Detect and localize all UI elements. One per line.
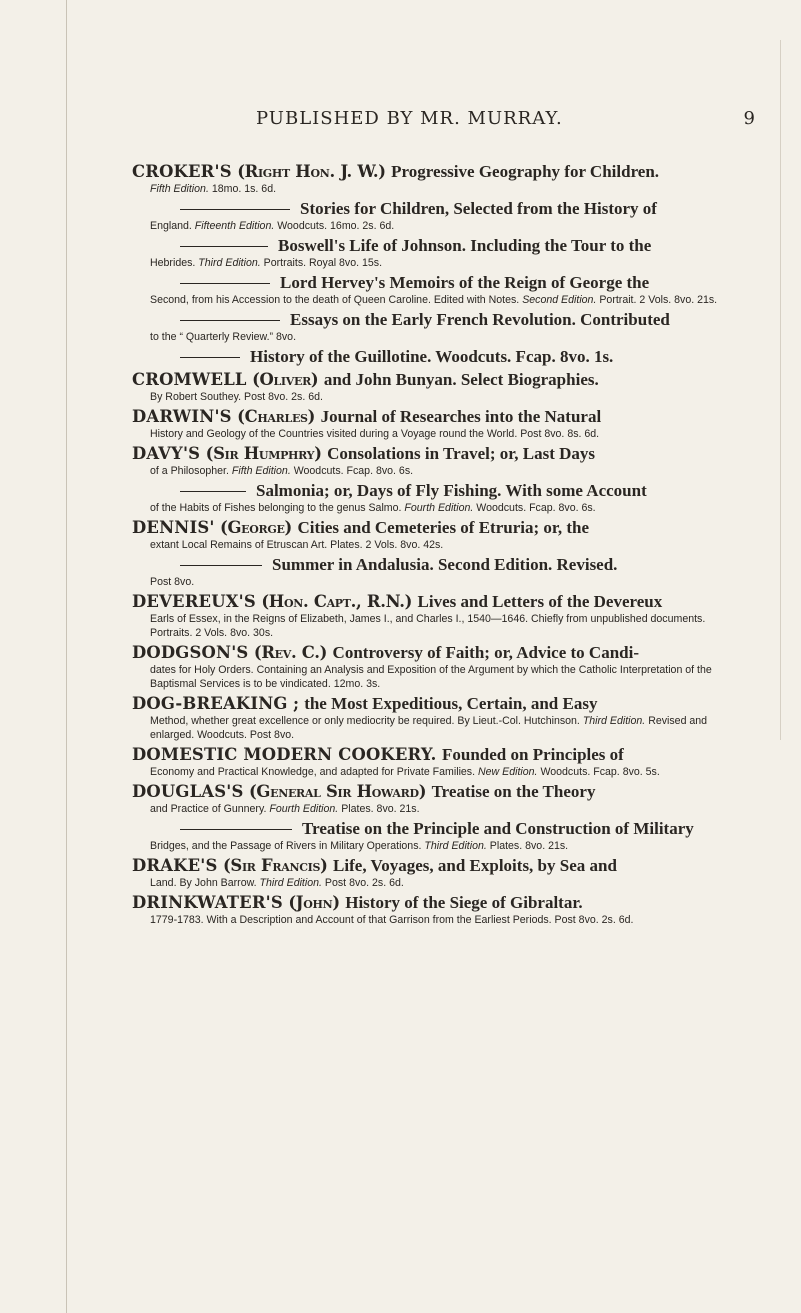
author-surname: DOUGLAS'S [132,782,244,801]
edition-note: New Edition. [478,766,538,778]
edition-note: Fourth Edition. [269,803,339,815]
edition-note: Fourth Edition. [404,502,474,514]
author-forename: (George) [220,518,293,537]
author-forename: (John) [288,893,340,912]
catalogue-entry [132,643,744,691]
author-forename: (Oliver) [252,370,319,389]
details-text: History and Geology of the Countries visited during a Voyage round the World. Post 8vo. 8s. 6d. [150,428,600,440]
entry-heading [132,162,744,182]
entry-heading [132,347,744,367]
catalogue-entry [132,856,744,890]
catalogue-entry [132,236,744,270]
book-title: Journal of Researches into the Natural [320,407,602,426]
entry-details [132,612,744,640]
catalogue-entry [132,745,744,779]
entry-heading [132,555,744,575]
format-price: Woodcuts. Fcap. 8vo. 6s. [476,502,596,514]
book-title: and John Bunyan. Select Biographies. [323,370,599,389]
entry-details [132,182,744,196]
ditto-rule [180,283,270,284]
edition-note: Third Edition. [198,257,261,269]
edition-note: Fifth Edition. [150,183,209,195]
author-surname: CROMWELL [132,370,247,389]
edition-note: Fifteenth Edition. [194,220,275,232]
book-title: Essays on the Early French Revolution. Contributed [290,310,670,329]
entry-heading [132,407,744,427]
author-surname: DARWIN'S [132,407,232,426]
entry-heading [132,643,744,663]
entry-details [132,802,744,816]
edition-note: Second Edition. [522,294,597,306]
format-price: 18mo. 1s. 6d. [211,183,277,195]
author-surname: DENNIS' [132,518,215,537]
ditto-rule [180,209,290,210]
book-title: Summer in Andalusia. Second Edition. Revised. [272,555,618,574]
author-surname: DOMESTIC MODERN COOKERY. [132,745,437,764]
book-title: the Most Expeditious, Certain, and Easy [304,694,598,713]
entry-details [132,714,744,742]
edition-note: Third Edition. [424,840,487,852]
catalogue-entry [132,273,744,307]
details-text: Post 8vo. [150,576,195,588]
book-title: Cities and Cemeteries of Etruria; or, the [297,518,590,537]
details-text: and Practice of Gunnery. [150,803,267,815]
book-title: History of the Siege of Gibraltar. [345,893,583,912]
ditto-rule [180,565,262,566]
catalogue-entry [132,347,744,367]
book-title: Life, Voyages, and Exploits, by Sea and [333,856,617,875]
ditto-rule [180,357,240,358]
running-header [136,108,755,132]
entry-details [132,427,744,441]
entry-heading [132,592,744,612]
catalogue-entry [132,694,744,742]
entry-details [132,390,744,404]
catalogue-entry [132,481,744,515]
details-text: Bridges, and the Passage of Rivers in Military Operations. [150,840,422,852]
author-surname: DEVEREUX'S [132,592,256,611]
book-title: Lord Hervey's Memoirs of the Reign of George the [280,273,650,292]
catalogue-entry [132,819,744,853]
entry-heading [132,518,744,538]
entry-heading [132,694,744,714]
entry-details [132,256,744,270]
author-forename: (Sir Francis) [222,856,328,875]
catalogue-entry [132,893,744,927]
entry-heading [132,893,744,913]
entry-details [132,663,744,691]
edition-note: Third Edition. [259,877,322,889]
entry-heading [132,236,744,256]
book-title: Treatise on the Theory [431,782,596,801]
entry-heading [132,370,744,390]
entry-heading [132,745,744,765]
details-text: Economy and Practical Knowledge, and adapted for Private Families. [150,766,476,778]
format-price: Plates. 8vo. 21s. [489,840,569,852]
details-text: of a Philosopher. [150,465,229,477]
ditto-rule [180,320,280,321]
catalogue-entry [132,518,744,552]
book-title: Consolations in Travel; or, Last Days [327,444,596,463]
format-price: Post 8vo. 2s. 6d. [324,877,404,889]
catalogue-entry [132,310,744,344]
entry-details [132,876,744,890]
entry-details [132,913,744,927]
details-text: of the Habits of Fishes belonging to the genus Salmo. [150,502,402,514]
book-title: Controversy of Faith; or, Advice to Candi- [332,643,640,662]
format-price: Revised and enlarged. Woodcuts. Post 8vo. [150,715,708,741]
page-number: 9 [743,108,755,129]
format-price: Plates. 8vo. 21s. [341,803,420,815]
format-price: Portrait. 2 Vols. 8vo. 21s. [599,294,718,306]
ditto-rule [180,829,292,830]
entry-heading [132,199,744,219]
book-title: Salmonia; or, Days of Fly Fishing. With some Account [256,481,647,500]
entry-heading [132,273,744,293]
catalogue-entry [132,444,744,478]
author-surname: DRINKWATER'S [132,893,283,912]
catalogue-list [132,162,744,930]
entry-details [132,293,744,307]
catalogue-entry [132,782,744,816]
author-forename: (General Sir Howard) [248,782,427,801]
entry-details [132,501,744,515]
edition-note: Fifth Edition. [231,465,291,477]
details-text: England. [150,220,192,232]
entry-heading [132,856,744,876]
catalogue-entry [132,370,744,404]
format-price: Woodcuts. 16mo. 2s. 6d. [277,220,395,232]
catalogue-entry [132,162,744,196]
author-surname: DOG-BREAKING [132,694,288,713]
entry-heading [132,481,744,501]
catalogue-entry [132,199,744,233]
book-title: Lives and Letters of the Devereux [417,592,663,611]
author-forename: (Rev. C.) [253,643,328,662]
page-gutter-line [66,0,67,1313]
page-edge-line [780,40,781,740]
book-title: Boswell's Life of Johnson. Including the Tour to the [278,236,652,255]
catalogue-entry [132,592,744,640]
details-text: Land. By John Barrow. [150,877,257,889]
author-forename: (Hon. Capt., R.N.) [261,592,413,611]
author-forename: (Right Hon. J. W.) [237,162,386,181]
author-forename: ; [293,694,299,713]
author-surname: DRAKE'S [132,856,218,875]
details-text: By Robert Southey. Post 8vo. 2s. 6d. [150,391,323,403]
entry-heading [132,444,744,464]
book-title: Progressive Geography for Children. [391,162,660,181]
format-price: Portraits. Royal 8vo. 15s. [263,257,383,269]
details-text: Method, whether great excellence or only mediocrity be required. By Lieut.-Col. Hutchinson. [150,715,580,727]
book-title: Stories for Children, Selected from the History of [300,199,657,218]
format-price: Woodcuts. Fcap. 8vo. 5s. [540,766,660,778]
author-forename: (Sir Humphry) [205,444,322,463]
entry-details [132,464,744,478]
details-text: Hebrides. [150,257,196,269]
entry-details [132,330,744,344]
entry-details [132,765,744,779]
ditto-rule [180,491,246,492]
entry-details [132,839,744,853]
entry-heading [132,819,744,839]
details-text: to the “ Quarterly Review.” 8vo. [150,331,297,343]
entry-details [132,219,744,233]
details-text: Earls of Essex, in the Reigns of Elizabeth, James I., and Charles I., 1540—1646. Chiefly from unpublished documents. Portraits. 2 Vols. 8vo. 30s. [150,613,706,639]
book-title: Treatise on the Principle and Construction of Military [302,819,694,838]
details-text: 1779-1783. With a Description and Account of that Garrison from the Earliest Periods. Post 8vo. 2s. 6d. [150,914,634,926]
details-text: extant Local Remains of Etruscan Art. Plates. 2 Vols. 8vo. 42s. [150,539,444,551]
book-title: Founded on Principles of [442,745,624,764]
author-forename: (Charles) [237,407,316,426]
entry-heading [132,782,744,802]
header-title: PUBLISHED BY MR. MURRAY. [256,108,563,129]
catalogue-entry [132,555,744,589]
edition-note: Third Edition. [582,715,646,727]
details-text: Second, from his Accession to the death of Queen Caroline. Edited with Notes. [150,294,520,306]
entry-details [132,575,744,589]
format-price: Woodcuts. Fcap. 8vo. 6s. [293,465,414,477]
author-surname: DAVY'S [132,444,201,463]
entry-heading [132,310,744,330]
author-surname: DODGSON'S [132,643,249,662]
ditto-rule [180,246,268,247]
catalogue-entry [132,407,744,441]
entry-details [132,538,744,552]
author-surname: CROKER'S [132,162,232,181]
details-text: dates for Holy Orders. Containing an Analysis and Exposition of the Argument by which the Catholic Interpretation of the Baptismal Services is to be vindicated. 12mo. 3s. [150,664,712,690]
book-title: History of the Guillotine. Woodcuts. Fcap. 8vo. 1s. [250,347,614,366]
